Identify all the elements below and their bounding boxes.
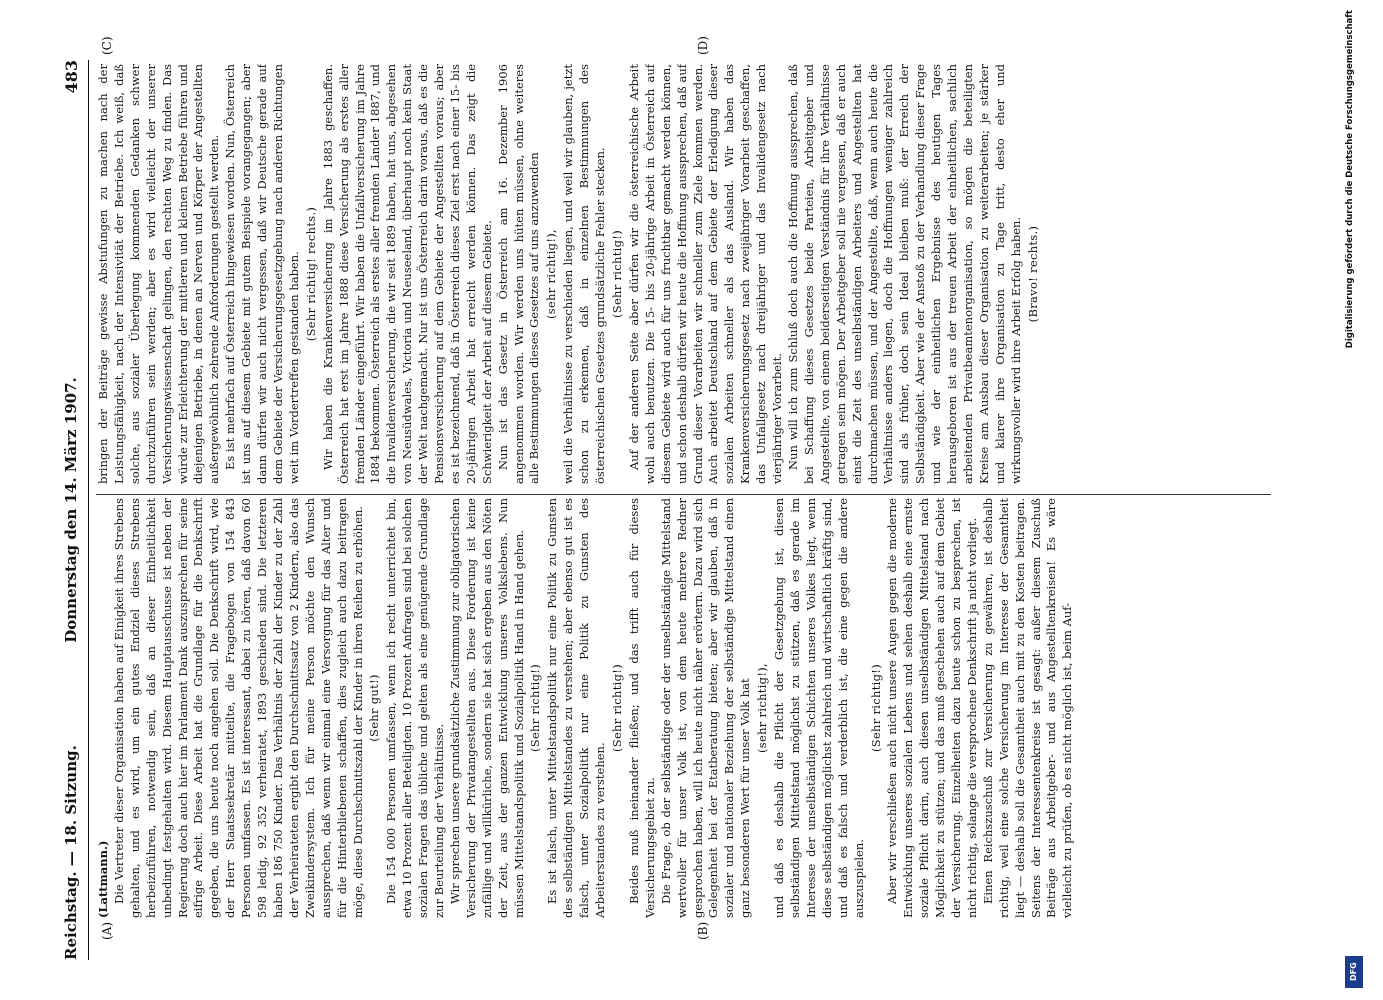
paragraph: Einen Reichszuschuß zur Versicherung zu gewähren, ist deshalb richtig, weil eine solche Versicherung im Interesse der Gesamtheit liegt — deshalb soll die Gesamtheit auch mit zu den Kosten beitragen. Seitens der Interessentenkreise ist gesagt: außer diesem Zuschuß Beiträge aus Arbeitgeber- und aus Angestelltenkreisen! Es wäre vielleicht zu prüfen, ob es nicht möglich ist, beim Auf- [980, 498, 1075, 918]
page-header [62, 60, 84, 960]
interjection: (Bravo! rechts.) [1025, 225, 1040, 323]
interjection: (sehr richtig!), [544, 229, 559, 319]
paragraph: Die Frage, ob der selbständige oder der unselbständige Mittelstand wertvoller für unser Volk ist, von dem heute mehrere Redner gesprochen haben, will ich heute nicht näher erörtern. Dazu wird sich Gelegenheit bei der Etatberatung bieten; aber wir glauben, daß in sozialer und nationaler Beziehung der selbständige Mittelstand einen ganz besonderen Wert für unser Volk hat [658, 498, 753, 918]
paragraph: Auf der anderen Seite aber dürfen wir die österreichische Arbeit wohl auch benutzen. Die 15- bis 20-jährige Arbeit in Österreich auf diesem Gebiete wird auch für uns fruchtbar gemacht werden können, und schon deshalb dürfen wir heute die Hoffnung aussprechen, daß auf Grund dieser Vorarbeiten wir schneller zum Ziele kommen werden. Auch arbeitet Deutschland auf dem Gebiete der Erledigung dieser sozialen Arbeiten schneller als das Ausland. Wir haben das Krankenversicherungsgesetz nach zweijähriger Vorarbeit geschaffen, das Unfallgesetz nach dreijähriger und das Invalidengesetz nach vierjähriger Vorarbeit. [626, 64, 785, 484]
paragraph: weil die Verhältnisse zu verschieden liegen, und weil wir glauben, jetzt schon zu erkennen, daß in einzelnen Bestimmungen des österreichischen Gesetzes grundsätzliche Fehler stecken. [561, 64, 608, 484]
margin-mark-d: (D) [696, 36, 710, 55]
paragraph: und daß es deshalb die Pflicht der Gesetzgebung ist, diesen selbständigen Mittelstand möglichst zu stützen, daß es gerade im Interesse der unselbständigen Schichten unseres Volkes liegt, wenn diese selbständigen möglichst zahlreich und wirtschaftlich kräftig sind, und daß es falsch und verderblich ist, die eine gegen die andere auszuspielen. [772, 498, 866, 918]
funding-credit: Digitalisierung gefördert durch die Deutsche Forschungsgemeinschaft [1345, 10, 1355, 349]
paragraph: Es ist falsch, unter Mittelstandspolitik nur eine Politik zu Gunsten des selbständigen Mittelstandes zu verstehen; aber ebenso gut ist es falsch, unter Sozialpolitik nur eine Politik zu Gunsten des Arbeiterstandes zu verstehen. [545, 498, 608, 918]
paragraph: Die Vertreter dieser Organisation haben auf Einigkeit ihres Strebens gehalten, und es wird, um ein gutes Endziel dieses Strebens herbeizuführen, notwendig sein, daß an dieser Einheitlichkeit unbedingt festgehalten wird. Diesem Hauptausschusse ist neben der Regierung doch auch hier im Parlament Dank auszusprechen für seine eifrige Arbeit. Diese Arbeit hat die Grundlage für die Denkschrift gegeben, die uns heute noch angehen soll. Die Denkschrift wird, wie der Herr Staatssekretär mitteilte, die Fragebogen von 154 843 Personen umfassen. Es ist interessant, dabei zu hören, daß davon 60 598 ledig, 92 352 verheiratet, 1893 geschieden sind. Die letzteren haben 186 750 Kinder. Das Verhältnis der Zahl der Kinder zu der Zahl der Verheirateten ergibt den Durchschnittssatz von 2 Kindern, also das Zweikindersystem. Ich für meine Person möchte den Wunsch aussprechen, daß wenn wir einmal eine Versorgung für das Alter und für die Hinterbliebenen schaffen, dies zugleich auch dazu beitragen möge, diese Durchschnittszahl der Kinder in ihren Reihen zu erhöhen. [111, 498, 365, 918]
interjection: (Sehr richtig!) [868, 663, 883, 753]
header-center: Donnerstag den 14. März 1907. [62, 377, 80, 643]
interjection: (Sehr richtig!) [528, 663, 543, 753]
paragraph: Wir sprechen unsere grundsätzliche Zustimmung zur obligatorischen Versicherung der Privatangestellten aus. Diese Forderung ist keine zufällige und willkürliche, sondern sie hat sich ergeben aus den Nöten der Zeit, aus der ganzen Entwicklung unseres Volkslebens. Nun müssen Mittelstandspolitik und Sozialpolitik Hand in Hand gehen. [447, 498, 526, 918]
interjection: (Sehr richtig!) [610, 663, 624, 753]
margin-mark-b: (B) [696, 921, 710, 940]
paragraph: Nun will ich zum Schluß doch auch die Hoffnung aussprechen, daß bei Schaffung dieses Gesetzes beide Parteien, Arbeitgeber und Angestellte, von einem beiderseitigen Verständnis für ihre Verhältnisse getragen sein mögen. Der Arbeitgeber soll nie vergessen, daß er auch einst die Zeit des unselbständigen Arbeiters und Angestellten hat durchmachen müssen, und der Angestellte, daß, wenn auch heute die Verhältnisse anders liegen, doch die Hoffnungen weniger zahlreich sind als früher, doch sein Ideal bleiben muß: der Erreich der Selbständigkeit. Aber wie der Anstoß zu der Verhandlung dieser Frage und wie der einheitlichen Ergebnisse des heutigen Tages herausgeboren ist aus der treuen Arbeit der einheitlichen, sachlich arbeitenden Privatbeamtenorganisation, so mögen die beteiligten Kreise am Ausbau dieser Organisation zu weiterarbeiten; je stärker und klarer ihre Organisation zu Tage tritt, desto eher und wirkungsvoller wird ihre Arbeit Erfolg haben. [785, 64, 1023, 484]
header-left: Reichstag. — 18. Sitzung. [62, 745, 80, 960]
digitization-sidebar [1331, 0, 1377, 1000]
interjection: (Sehr richtig!) [610, 229, 624, 319]
paragraph: Nun ist das Gesetz in Österreich am 16. Dezember 1906 angenommen worden. Wir werden uns hüten müssen, ohne weiteres alle Bestimmungen dieses Gesetzes auf uns anzuwenden [495, 64, 542, 484]
page-number: 483 [62, 60, 81, 94]
paragraph: Wir haben die Krankenversicherung im Jahre 1883 geschaffen. Österreich hat erst im Jahre 1888 diese Versicherung als erstes aller fremden Länder eingeführt. Wir haben die Unfallversicherung im Jahre 1884 bekommen. Österreich als erstes aller fremden Länder 1887, und die Invalidenversicherung, die wir seit 1889 haben, hat uns, abgesehen von Neusüdwales, Victoria und Neuseeland, überhaupt noch kein Staat der Welt nachgemacht. Nur ist uns Österreich darin voraus, daß es die Pensionsversicherung auf dem Gebiete der Angestellten voraus; aber es ist bezeichnend, daß in Österreich dieses Ziel erst nach einer 15- bis 20-jährigen Arbeit hat erreicht werden können. Das zeigt die Schwierigkeit der Arbeit auf diesem Gebiete. [320, 64, 494, 484]
text-column-right [96, 64, 1276, 484]
dfg-logo: DFG [1345, 956, 1363, 988]
paragraph: Beides muß ineinander fließen; und das trifft auch für dieses Versicherungsgebiet zu. [626, 498, 657, 918]
paragraph: Es ist mehrfach auf Österreich hingewiesen worden. Nun, Österreich ist uns auf diesem Gebiete mit gutem Beispiele vorangegangen; aber dann dürfen wir auch nicht vergessen, daß wir Deutsche gerade auf dem Gebiete der Versicherungsgesetzgebung nach anderen Richtungen weit im Vordertreffen gestanden haben. [223, 64, 301, 484]
interjection: (sehr richtig!), [755, 663, 770, 753]
paragraph: bringen der Beiträge gewisse Abstufungen zu machen nach der Leistungsfähigkeit, nach der Intensivität der Betriebe. Ich weiß, daß solche, aus sozialer Überlegung kommenden Gedanken schwer durchzuführen sein werden; aber es wird vielleicht der unserer Versicherungswissenschaft gelingen, den rechten Weg zu finden. Das würde zur Erleichterung der mittleren und kleinen Betriebe führen und diejenigen Betriebe, in denen an Nerven und Körper der Angestellten außergewöhnlich zehrende Anforderungen gestellt werden. [96, 64, 222, 484]
interjection: (Sehr richtig! rechts.) [303, 206, 318, 342]
margin-mark-a: (A) [100, 921, 114, 940]
column-divider [96, 494, 1271, 495]
paragraph: Die 154 000 Personen umfassen, wenn ich recht unterrichtet bin, etwa 10 Prozent aller Beteiligten. 10 Prozent Anfragen sind bei solchen sozialen Fragen das übliche und gelten als eine genügende Grundlage zur Beurteilung der Verhältnisse. [384, 498, 447, 918]
speaker-name: (Lattmann.) [96, 840, 110, 918]
margin-mark-c: (C) [100, 36, 114, 55]
interjection: (Sehr gut!) [367, 674, 382, 742]
text-column-left [96, 498, 1276, 918]
paragraph: Aber wir verschließen auch nicht unsere Augen gegen die moderne Entwicklung unseres sozialen Lebens und sehen deshalb eine ernste soziale Pflicht darin, auch diesen unselbständigen Mittelstand nach Möglichkeit zu stützen; und das muß geschehen auch auf dem Gebiet der Versicherung. Einzelheiten dazu heute schon zu besprechen, ist nicht richtig, solange die versprochene Denkschrift ja nicht vorliegt. [885, 498, 979, 918]
header-rule [88, 60, 89, 960]
